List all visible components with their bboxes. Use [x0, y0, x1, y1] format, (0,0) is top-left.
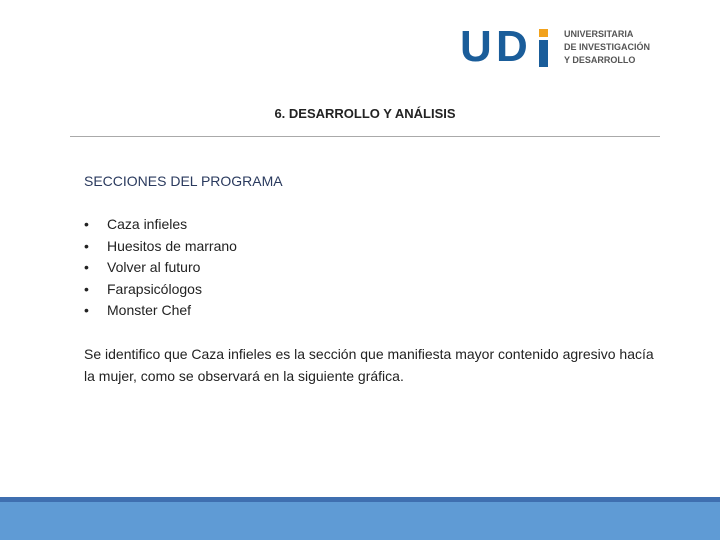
- heading-divider: [70, 136, 660, 137]
- list-item-label: Monster Chef: [107, 302, 192, 318]
- bullet-glyph: •: [84, 237, 89, 254]
- program-sections-list: [84, 214, 237, 322]
- bullet-glyph: •: [84, 302, 89, 318]
- logo-wordmark: [564, 28, 650, 67]
- list-item: [84, 300, 237, 322]
- bullet-glyph: •: [84, 216, 89, 232]
- udi-logo: [460, 22, 651, 71]
- body-paragraph: Se identifico que Caza infieles es la sección que manifiesta mayor contenido agresivo hacía la mujer, como se observará en la siguiente gráfica.: [84, 346, 654, 384]
- list-item-label: Volver al futuro: [107, 259, 201, 275]
- logo-letter-i-dot: [539, 29, 548, 37]
- logo-letter-u: U: [460, 22, 491, 71]
- bullet-glyph: •: [84, 259, 89, 275]
- list-item: [84, 236, 237, 258]
- list-item: [84, 214, 237, 236]
- footer-band: [0, 502, 720, 540]
- udi-logo-mark: [460, 22, 560, 71]
- list-item-label: Caza infieles: [107, 216, 188, 232]
- list-item: [84, 257, 237, 279]
- logo-letter-d: D: [496, 22, 527, 71]
- logo-line-3: Y DESARROLLO: [564, 54, 636, 65]
- logo-line-2: DE INVESTIGACIÓN: [564, 41, 651, 52]
- page-heading: 6. DESARROLLO Y ANÁLISIS: [274, 106, 456, 121]
- list-item-label: Farapsicólogos: [107, 280, 202, 297]
- list-item: [84, 279, 237, 301]
- logo-letter-i-stem: [539, 40, 548, 67]
- list-item-label: Huesitos de marrano: [107, 237, 237, 254]
- section-title: SECCIONES DEL PROGRAMA: [84, 173, 283, 189]
- logo-line-1: UNIVERSITARIA: [564, 28, 634, 39]
- bullet-glyph: •: [84, 280, 89, 297]
